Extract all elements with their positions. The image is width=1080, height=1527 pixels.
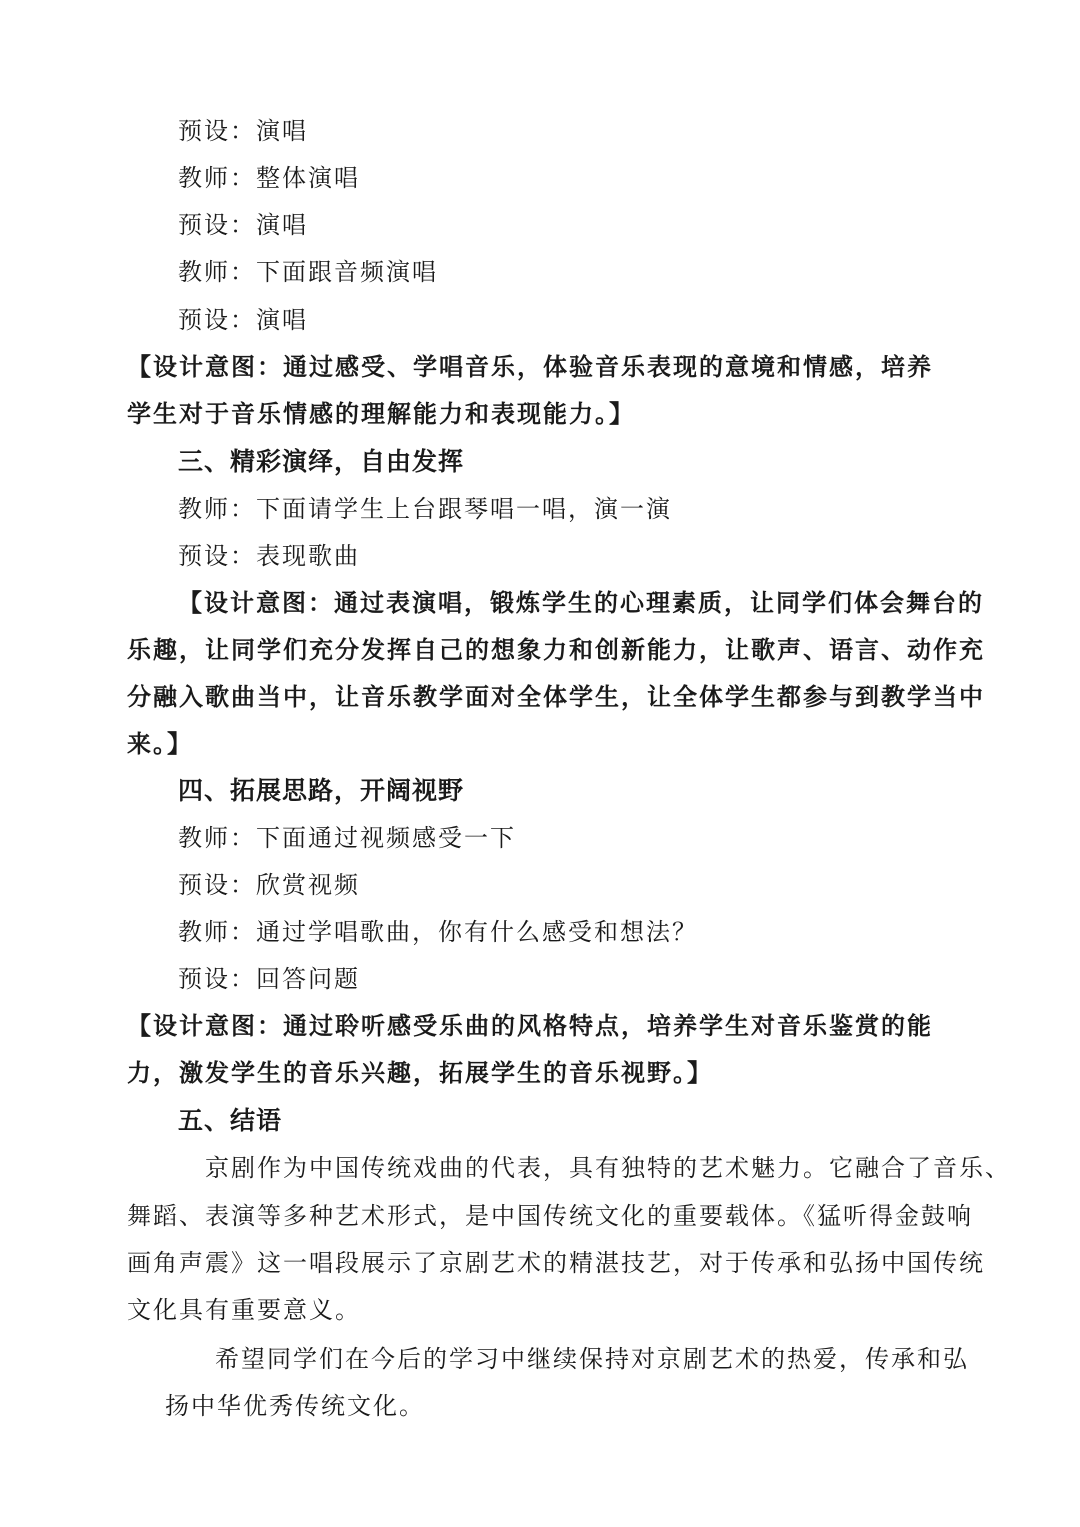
section-heading-4: 四、拓展思路，开阔视野 — [178, 776, 465, 805]
dialog-line: 教师：下面请学生上台跟琴唱一唱，演一演 — [178, 495, 672, 523]
conclusion-paragraph-line: 文化具有重要意义。 — [127, 1296, 361, 1324]
dialog-line: 预设：回答问题 — [178, 965, 360, 993]
design-intent-line: 【设计意图：通过感受、学唱音乐，体验音乐表现的意境和情感，培养 — [127, 352, 933, 381]
conclusion-paragraph-line: 希望同学们在今后的学习中继续保持对京剧艺术的热爱，传承和弘 — [215, 1345, 969, 1373]
dialog-line: 预设：演唱 — [178, 211, 308, 239]
design-intent-line: 【设计意图：通过表演唱，锻炼学生的心理素质，让同学们体会舞台的 — [178, 588, 984, 617]
section-heading-3: 三、精彩演绎，自由发挥 — [178, 447, 465, 476]
dialog-line: 教师：下面通过视频感受一下 — [178, 824, 516, 852]
conclusion-paragraph-line: 舞蹈、表演等多种艺术形式，是中国传统文化的重要载体。《猛听得金鼓响 — [127, 1202, 973, 1230]
dialog-line: 教师：整体演唱 — [178, 164, 360, 192]
design-intent-line: 力，激发学生的音乐兴趣，拓展学生的音乐视野。】 — [127, 1058, 713, 1087]
dialog-line: 教师：下面跟音频演唱 — [178, 258, 438, 286]
dialog-line: 教师：通过学唱歌曲，你有什么感受和想法？ — [178, 918, 698, 946]
design-intent-line: 来。】 — [127, 729, 193, 758]
conclusion-paragraph-line: 扬中华优秀传统文化。 — [165, 1392, 425, 1420]
dialog-line: 预设：表现歌曲 — [178, 542, 360, 570]
dialog-line: 预设：演唱 — [178, 117, 308, 145]
section-heading-5: 五、结语 — [178, 1106, 283, 1135]
design-intent-line: 学生对于音乐情感的理解能力和表现能力。】 — [127, 399, 635, 428]
design-intent-line: 分融入歌曲当中，让音乐教学面对全体学生，让全体学生都参与到教学当中 — [127, 682, 985, 711]
conclusion-paragraph-line: 京剧作为中国传统戏曲的代表，具有独特的艺术魅力。它融合了音乐、 — [205, 1154, 1011, 1182]
dialog-line: 预设：演唱 — [178, 306, 308, 334]
conclusion-paragraph-line: 画角声震》这一唱段展示了京剧艺术的精湛技艺，对于传承和弘扬中国传统 — [127, 1249, 985, 1277]
design-intent-line: 乐趣，让同学们充分发挥自己的想象力和创新能力，让歌声、语言、动作充 — [127, 635, 985, 664]
dialog-line: 预设：欣赏视频 — [178, 871, 360, 899]
design-intent-line: 【设计意图：通过聆听感受乐曲的风格特点，培养学生对音乐鉴赏的能 — [127, 1011, 933, 1040]
